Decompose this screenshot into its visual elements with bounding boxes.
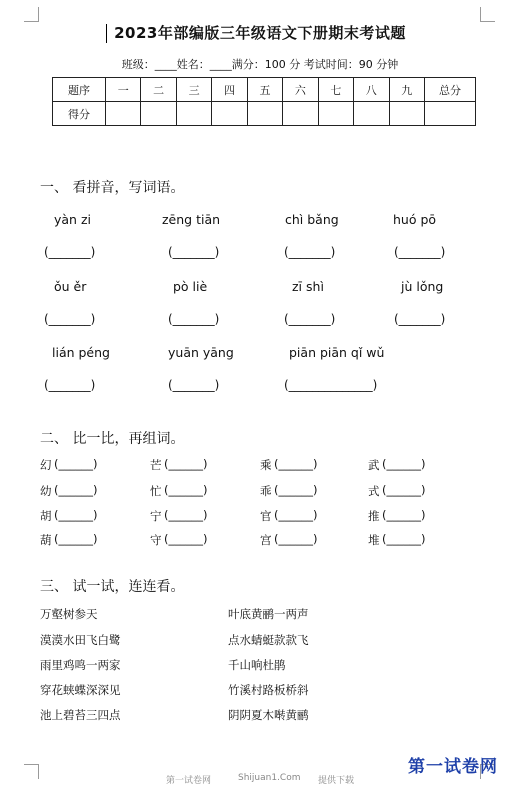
poem-line-right[interactable]: 点水蜻蜓款款飞 bbox=[228, 633, 309, 647]
section1-heading: 一、 看拼音，写词语。 bbox=[40, 180, 185, 196]
pinyin-item: piān piān qǐ wǔ bbox=[289, 345, 385, 360]
score-table-header-cell: 二 bbox=[141, 78, 176, 102]
pinyin-item: yàn zi bbox=[54, 212, 91, 227]
compare-char: 推 bbox=[368, 509, 380, 523]
score-table-header-row bbox=[53, 78, 476, 102]
score-table-header-cell: 六 bbox=[283, 78, 318, 102]
watermark-logo: 第一试卷网 bbox=[408, 757, 498, 777]
answer-blank[interactable]: (_______) bbox=[394, 312, 446, 326]
answer-blank[interactable]: (_______) bbox=[168, 378, 220, 392]
score-row-label: 得分 bbox=[53, 102, 106, 126]
pinyin-item: chì bǎng bbox=[285, 212, 339, 227]
score-table-header-cell: 八 bbox=[354, 78, 389, 102]
compare-char: 武 bbox=[368, 458, 380, 472]
score-cell[interactable] bbox=[212, 102, 247, 126]
score-table bbox=[52, 77, 476, 126]
poem-line-right[interactable]: 竹溪村路板桥斜 bbox=[228, 683, 309, 697]
answer-blank[interactable]: (_______) bbox=[168, 312, 220, 326]
compare-char: 宁 bbox=[150, 509, 162, 523]
poem-line-left[interactable]: 雨里鸡鸣一两家 bbox=[40, 658, 121, 672]
score-cell[interactable] bbox=[425, 102, 476, 126]
footer-download-text: 提供下载 bbox=[318, 776, 355, 786]
section3-heading: 三、 试一试，连连看。 bbox=[40, 579, 185, 595]
poem-line-right[interactable]: 千山响杜鹃 bbox=[228, 658, 286, 672]
score-table-header-cell: 总分 bbox=[425, 78, 476, 102]
word-blank[interactable]: (______) bbox=[54, 483, 98, 497]
answer-blank[interactable]: (_______) bbox=[168, 245, 220, 259]
score-cell[interactable] bbox=[247, 102, 282, 126]
corner-mark-top-left bbox=[24, 7, 39, 22]
answer-blank[interactable]: (_______) bbox=[284, 312, 336, 326]
pinyin-item: zī shì bbox=[292, 279, 324, 294]
answer-blank[interactable]: (_______) bbox=[284, 245, 336, 259]
answer-blank[interactable]: (_______) bbox=[44, 312, 96, 326]
pinyin-item: ǒu ěr bbox=[54, 279, 87, 294]
compare-char: 式 bbox=[368, 484, 380, 498]
score-table-header-cell: 七 bbox=[318, 78, 353, 102]
poem-line-left[interactable]: 穿花蛱蝶深深见 bbox=[40, 683, 121, 697]
pinyin-item: zēng tiān bbox=[162, 212, 221, 227]
score-cell[interactable] bbox=[176, 102, 211, 126]
score-table-score-row bbox=[53, 102, 476, 126]
score-cell[interactable] bbox=[354, 102, 389, 126]
word-blank[interactable]: (______) bbox=[382, 532, 426, 546]
compare-char: 幼 bbox=[40, 484, 52, 498]
pinyin-item: lián péng bbox=[52, 345, 110, 360]
word-blank[interactable]: (______) bbox=[164, 532, 208, 546]
pinyin-item: jù lǒng bbox=[401, 279, 444, 294]
score-table-header-cell: 五 bbox=[247, 78, 282, 102]
word-blank[interactable]: (______) bbox=[382, 457, 426, 471]
word-blank[interactable]: (______) bbox=[54, 457, 98, 471]
compare-char: 胡 bbox=[40, 509, 52, 523]
word-blank[interactable]: (______) bbox=[164, 508, 208, 522]
word-blank[interactable]: (______) bbox=[274, 508, 318, 522]
compare-char: 堆 bbox=[368, 533, 380, 547]
word-blank[interactable]: (______) bbox=[274, 457, 318, 471]
pinyin-item: pò liè bbox=[173, 279, 208, 294]
answer-blank-long[interactable]: (______________) bbox=[284, 378, 378, 392]
score-cell[interactable] bbox=[318, 102, 353, 126]
word-blank[interactable]: (______) bbox=[54, 532, 98, 546]
word-blank[interactable]: (______) bbox=[274, 483, 318, 497]
page-title: 2023年部编版三年级语文下册期末考试题 bbox=[114, 24, 406, 42]
answer-blank[interactable]: (_______) bbox=[44, 245, 96, 259]
score-cell[interactable] bbox=[283, 102, 318, 126]
footer-site-name: 第一试卷网 bbox=[166, 776, 212, 786]
answer-blank[interactable]: (_______) bbox=[394, 245, 446, 259]
score-cell[interactable] bbox=[141, 102, 176, 126]
score-table-header-cell: 九 bbox=[389, 78, 425, 102]
corner-mark-top-right bbox=[480, 7, 495, 22]
compare-char: 官 bbox=[260, 509, 272, 523]
word-blank[interactable]: (______) bbox=[164, 457, 208, 471]
score-cell[interactable] bbox=[106, 102, 141, 126]
score-table-header-cell: 题序 bbox=[53, 78, 106, 102]
footer-site-url: Shijuan1.Com bbox=[238, 773, 301, 783]
poem-line-left[interactable]: 漠漠水田飞白鹭 bbox=[40, 633, 121, 647]
compare-char: 守 bbox=[150, 533, 162, 547]
compare-char: 葫 bbox=[40, 533, 52, 547]
word-blank[interactable]: (______) bbox=[164, 483, 208, 497]
section2-heading: 二、 比一比，再组词。 bbox=[40, 431, 185, 447]
word-blank[interactable]: (______) bbox=[274, 532, 318, 546]
compare-char: 乘 bbox=[260, 458, 272, 472]
score-table-header-cell: 一 bbox=[106, 78, 141, 102]
poem-line-left[interactable]: 池上碧苔三四点 bbox=[40, 708, 121, 722]
answer-blank[interactable]: (_______) bbox=[44, 378, 96, 392]
pinyin-item: huó pō bbox=[393, 212, 437, 227]
score-table-header-cell: 四 bbox=[212, 78, 247, 102]
compare-char: 芒 bbox=[150, 458, 162, 472]
compare-char: 乖 bbox=[260, 484, 272, 498]
score-table-header-cell: 三 bbox=[176, 78, 211, 102]
pinyin-item: yuān yāng bbox=[168, 345, 234, 360]
compare-char: 宫 bbox=[260, 533, 272, 547]
compare-char: 忙 bbox=[150, 484, 162, 498]
compare-char: 幻 bbox=[40, 458, 52, 472]
exam-info-line: 班级：____姓名：____满分：100 分 考试时间：90 分钟 bbox=[121, 58, 399, 71]
poem-line-right[interactable]: 阴阴夏木啭黄鹂 bbox=[228, 708, 309, 722]
word-blank[interactable]: (______) bbox=[382, 483, 426, 497]
score-cell[interactable] bbox=[389, 102, 425, 126]
word-blank[interactable]: (______) bbox=[54, 508, 98, 522]
poem-line-left[interactable]: 万壑树参天 bbox=[40, 607, 98, 621]
word-blank[interactable]: (______) bbox=[382, 508, 426, 522]
corner-mark-bottom-left bbox=[24, 764, 39, 779]
poem-line-right[interactable]: 叶底黄鹂一两声 bbox=[228, 607, 309, 621]
